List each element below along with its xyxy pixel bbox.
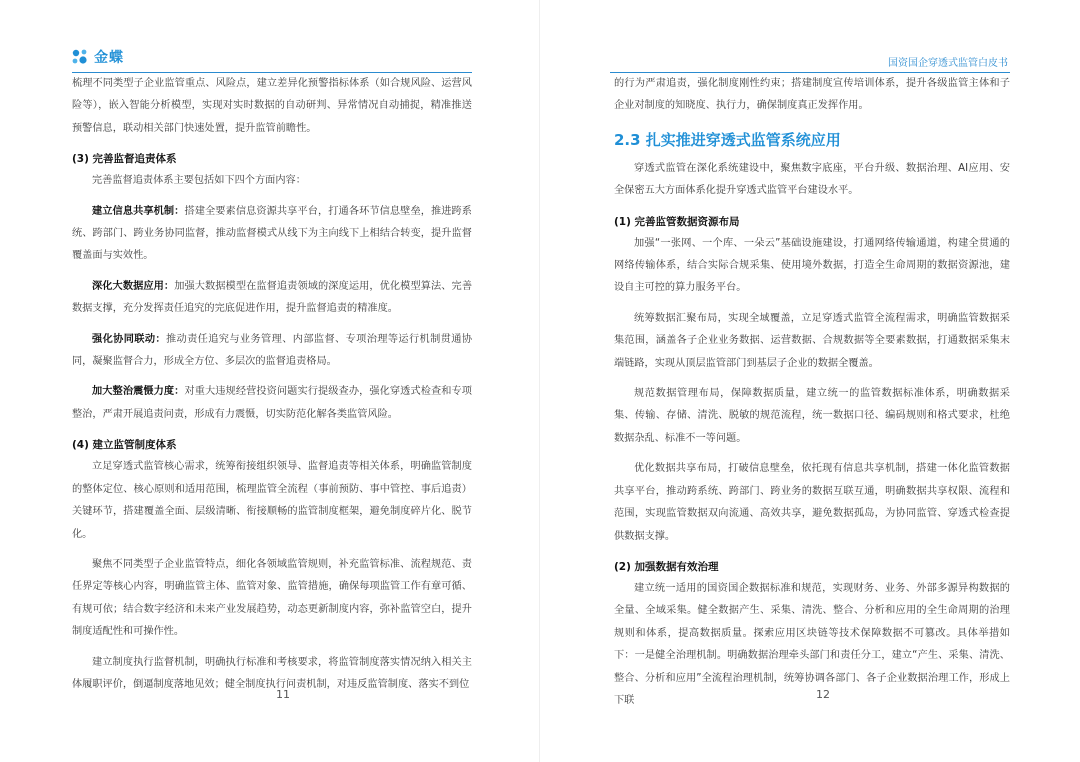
item-text: 搭建全要素信息资源共享平台，打通各环节信息壁垒，推进跨系统、跨部门、跨业务协同监督，推动监督模式从线下为主向线下上相结合转变，提升监督覆盖面与实效性。 bbox=[72, 205, 472, 262]
paragraph: 完善监督追责体系主要包括如下四个方面内容： bbox=[92, 175, 306, 187]
item-text: 加强大数据模型在监督追责领域的深度运用，优化模型算法、完善数据支撑，充分发挥责任追究的完底促进作用，提升监督追责的精准度。 bbox=[72, 280, 473, 315]
paragraph: 聚焦不同类型子企业监管特点，细化各领域监管规则，补充监管标准、流程规范、责任界定等核心内容，明确监管主体、监管对象、监管措施，确保每项监管工作有章可循、有规可依；结合数字经济和未来产业发展趋势，动态更新制度内容，弥补监管空白，提升制度适配性和可操作性。 bbox=[72, 558, 472, 638]
section-heading: (2) 加强数据有效治理 bbox=[614, 560, 719, 573]
page-number: 12 bbox=[816, 688, 830, 701]
item-text: 推动责任追究与业务管理、内部监督、专项治理等运行机制贯通协同，凝聚监督合力，形成全方位、多层次的监督追责格局。 bbox=[72, 333, 473, 368]
paragraph: 的行为严肃追责，强化制度刚性约束；搭建制度宣传培训体系，提升各级监管主体和子企业对制度的知晓度、执行力，确保制度真正发挥作用。 bbox=[614, 78, 1010, 112]
paragraph: 规范数据管理布局，保障数据质量，建立统一的监管数据标准体系，明确数据采集、传输、存储、清洗、脱敏的规范流程，统一数据口径、编码规则和格式要求，杜绝数据杂乱、标准不一等问题。 bbox=[614, 388, 1010, 444]
item-lead: 深化大数据应用： bbox=[92, 280, 175, 292]
paragraph: 优化数据共享布局，打破信息壁垒，依托现有信息共享机制，搭建一体化监管数据共享平台，推动跨系统、跨部门、跨业务的数据互联互通，明确数据共享权限、流程和范围，实现监管数据双向流通、高效共享，避免数据孤岛，为协同监管、穿透式检查提供数据支撑。 bbox=[614, 463, 1010, 542]
document-title: 国资国企穿透式监管白皮书 bbox=[888, 58, 1008, 69]
section-heading: (4) 建立监管制度体系 bbox=[72, 439, 177, 452]
paragraph: 建立制度执行监督机制，明确执行标准和考核要求，将监管制度落实情况纳入相关主体履职评价，倒逼制度落地见效；健全制度执行问责机制，对违反监管制度、落实不到位 bbox=[72, 656, 472, 690]
paragraph: 立足穿透式监管核心需求，统筹衔接组织领导、监督追责等相关体系，明确监管制度的整体定位、核心原则和适用范围，梳理监管全流程（事前预防、事中管控、事后追责）关键环节，搭建覆盖全面、层级清晰、衔接顺畅的监管制度框架，避免制度碎片化、脱节化。 bbox=[72, 461, 472, 540]
section-heading: (3) 完善监督追责体系 bbox=[72, 153, 177, 166]
paragraph: 梳理不同类型子企业监管重点、风险点，建立差异化预警指标体系（如合规风险、运营风险等），嵌入智能分析模型，实现对实时数据的自动研判、异常情况自动捕捉，精准推送预警信息，联动相关部门快速处置，提升监管前瞻性。 bbox=[72, 78, 472, 134]
page-body bbox=[614, 73, 1010, 712]
page-body bbox=[72, 73, 472, 696]
list-item bbox=[72, 276, 472, 321]
section-heading: (1) 完善监管数据资源布局 bbox=[614, 215, 740, 228]
logo-text: 金蝶 bbox=[94, 50, 124, 66]
item-lead: 加大整治震慑力度： bbox=[92, 386, 185, 398]
page-number: 11 bbox=[276, 688, 290, 701]
paragraph: 穿透式监管在深化系统建设中，聚焦数字底座，平台升级、数据治理、AI应用、安全保密五大方面体系化提升穿透式监管平台建设水平。 bbox=[614, 162, 1010, 197]
item-text: 对重大违规经营投资问题实行提级查办，强化穿透式检查和专项整治，严肃开展追责问责，形成有力震慑，切实防范化解各类监管风险。 bbox=[72, 386, 472, 420]
chapter-heading: 2.3 扎实推进穿透式监管系统应用 bbox=[614, 130, 841, 149]
list-item bbox=[72, 201, 472, 268]
paragraph: 统筹数据汇聚布局，实现全域覆盖，立足穿透式监管全流程需求，明确监管数据采集范围，涵盖各子企业业务数据、运营数据、合规数据等全要素数据，打通数据采集末端链路，实现从顶层监管部门到基层子企业的数据全覆盖。 bbox=[614, 312, 1010, 369]
list-item bbox=[72, 329, 472, 374]
item-lead: 强化协同联动： bbox=[92, 333, 166, 345]
kingdee-logo bbox=[70, 47, 124, 67]
logo-dots-icon bbox=[70, 47, 90, 67]
item-lead: 建立信息共享机制： bbox=[92, 205, 185, 217]
paragraph: 建立统一适用的国资国企数据标准和规范，实现财务、业务、外部多源异构数据的全量、全域采集。健全数据产生、采集、清洗、整合、分析和应用的全生命周期的治理规则和体系，提高数据质量。探索应用区块链等技术保障数据不可篡改。具体举措如下：一是健全治理机制。明确数据治理牵头部门和责任分工，建立“产生、采集、清洗、整合、分析和应用”全流程治理机制，统筹协调各部门、各子企业数据治理工作，形成上下联 bbox=[614, 582, 1010, 706]
page-12 bbox=[540, 0, 1080, 762]
paragraph: 加强“一张网、一个库、一朵云”基础设施建设，打通网络传输通道，构建全贯通的网络传输体系，结合实际合规采集、使用境外数据，打造全生命周期的数据资源池，建设自主可控的算力服务平台。 bbox=[614, 237, 1010, 294]
list-item bbox=[72, 381, 472, 426]
